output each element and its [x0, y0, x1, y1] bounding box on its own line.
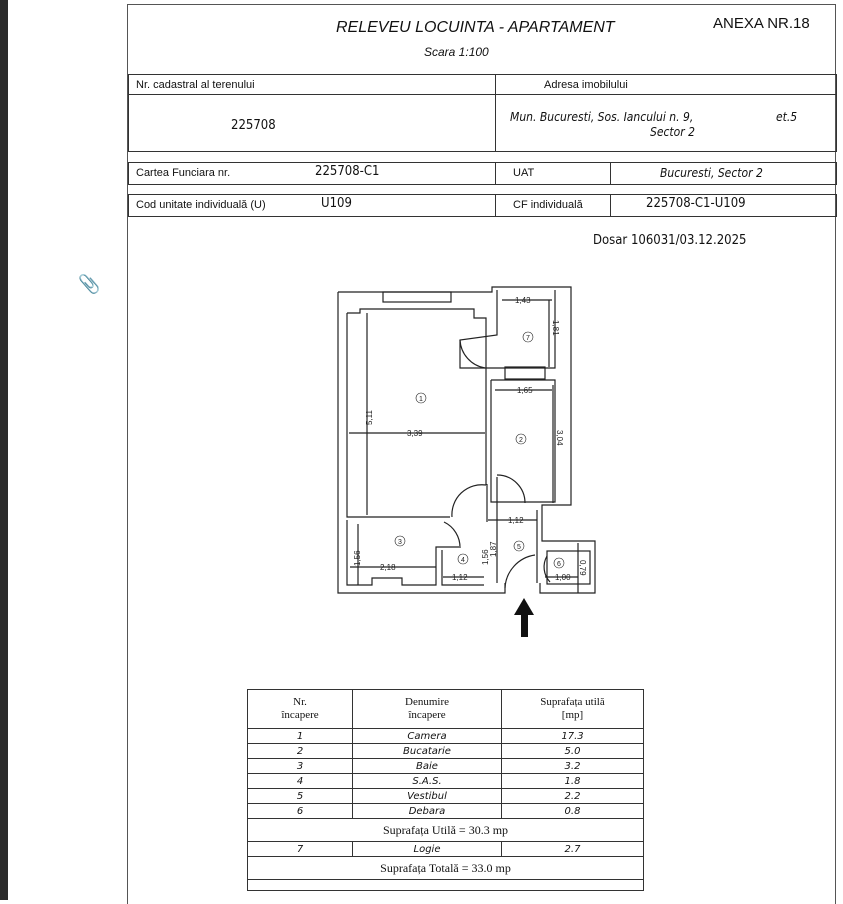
dim-label: 3,39	[407, 429, 423, 438]
grand-total-row: Suprafața Totală = 33.0 mp	[248, 857, 644, 880]
cadastral-label: Nr. cadastral al terenului	[136, 79, 255, 91]
dim-label: 3,04	[555, 430, 564, 446]
paperclip-icon[interactable]: 📎	[78, 274, 101, 294]
room-number: 7	[526, 335, 530, 342]
table-row: 3 Baie 3.2	[248, 759, 644, 774]
cf-individual-label: CF individuală	[513, 199, 583, 211]
unit-value: U109	[321, 196, 352, 211]
uat-label: UAT	[513, 167, 535, 179]
address-line2: Sector 2	[650, 125, 695, 139]
dim-label: 1,12	[508, 516, 524, 525]
dim-label: 1,12	[452, 573, 468, 582]
address-line1: Mun. Bucuresti, Sos. Iancului n. 9,	[510, 110, 694, 124]
table-row: 2 Bucatarie 5.0	[248, 744, 644, 759]
room-number: 6	[557, 561, 561, 568]
table-row: 6 Debara 0.8	[248, 804, 644, 819]
dim-label: 1,87	[489, 541, 498, 557]
table-row: 4 S.A.S. 1.8	[248, 774, 644, 789]
table-row: 1 Camera 17.3	[248, 729, 644, 744]
dosar-number: Dosar 106031/03.12.2025	[593, 233, 747, 248]
room-number: 3	[398, 539, 402, 546]
dim-label: 1,81	[551, 320, 560, 336]
dim-label: 1,65	[517, 386, 533, 395]
dim-label: 5,11	[365, 410, 374, 425]
address-label: Adresa imobilului	[544, 79, 628, 91]
document-title: RELEVEU LOCUINTA - APARTAMENT	[336, 19, 615, 36]
room-number: 4	[461, 557, 465, 564]
cf-label: Cartea Funciara nr.	[136, 167, 231, 179]
dim-label: 1,56	[353, 550, 362, 566]
room-number: 2	[519, 437, 523, 444]
annex-label: ANEXA NR.18	[713, 15, 810, 32]
entrance-arrow-icon	[514, 598, 534, 637]
table-row: 5 Vestibul 2.2	[248, 789, 644, 804]
cadastral-value: 225708	[231, 118, 276, 133]
room-number: 1	[419, 396, 423, 403]
dim-label: 0,79	[578, 560, 587, 576]
table-row: 7 Logie 2.7	[248, 842, 644, 857]
dim-label: 1,56	[481, 549, 490, 565]
dim-label: 1,00	[555, 573, 571, 582]
useful-total-row: Suprafața Utilă = 30.3 mp	[248, 819, 644, 842]
dim-label: 1,43	[515, 296, 531, 305]
dim-label: 2,18	[380, 563, 396, 572]
table-header: Nr. încapere Denumire încapere Suprafața utilă [mp]	[248, 690, 644, 729]
room-number: 5	[517, 544, 521, 551]
cf-value: 225708-C1	[315, 164, 380, 179]
address-floor: et.5	[776, 110, 798, 124]
scale-label: Scara 1:100	[424, 45, 489, 59]
unit-label: Cod unitate individuală (U)	[136, 199, 266, 211]
uat-value: Bucuresti, Sector 2	[660, 166, 763, 180]
cf-individual-value: 225708-C1-U109	[646, 196, 746, 211]
